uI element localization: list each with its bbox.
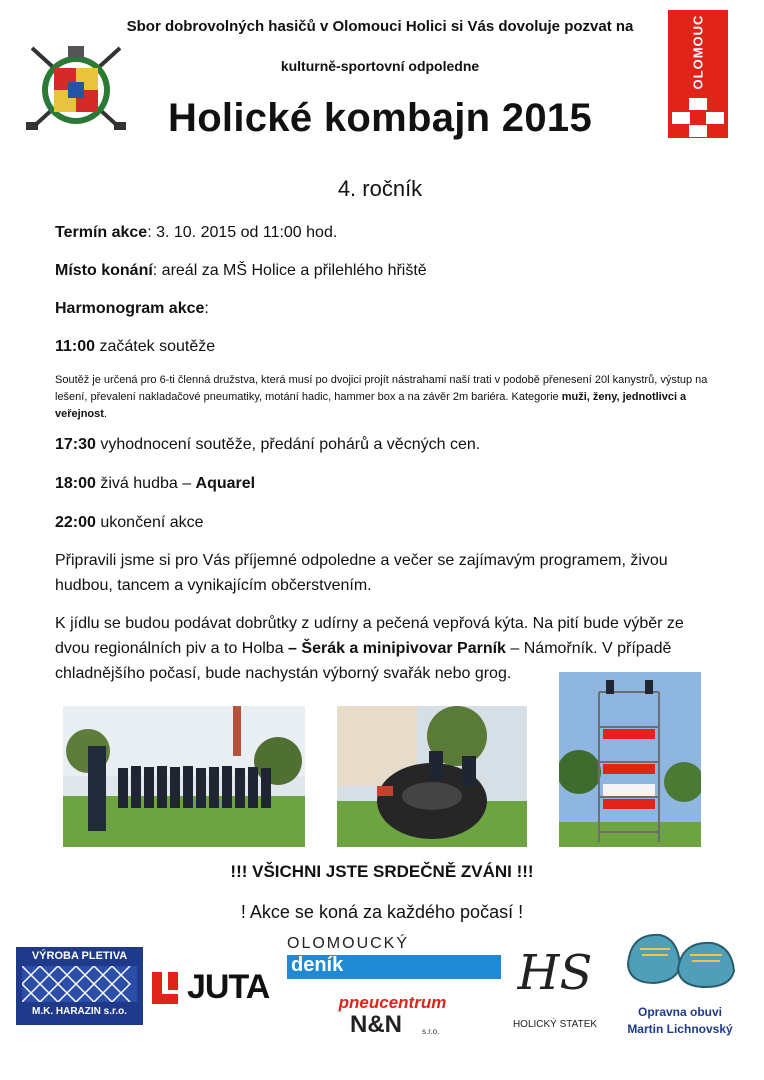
shoes-icon [620,925,740,995]
sponsor-vyroba-pletiva: VÝROBA PLETIVA M.K. HARAZIN s.r.o. [16,947,143,1025]
band-name: Aquarel [195,475,256,492]
event-edition: 4. ročník [337,176,423,201]
schedule-text: živá hudba – [95,475,196,492]
categories: muži, ženy, jednotlivci a veřejnost [55,391,687,420]
olomouc-logo [668,10,728,138]
schedule-time: 17:30 [55,436,96,453]
sponsor-juta: JUTA [152,970,277,1006]
date-label: Termín akce [55,224,148,241]
schedule-time: 22:00 [55,514,96,531]
place-label: Místo konání [55,262,153,279]
olomouc-label: OLOMOUC [690,14,706,90]
schedule-text: začátek soutěže [95,338,216,355]
event-date-line [55,222,725,244]
schedule-text: ukončení akce [95,514,204,531]
welcome-line: !!! VŠICHNI JSTE SRDEČNĚ ZVÁNI !!! [230,862,534,881]
place-value: : areál za MŠ Holice a přilehlého hřiště [152,262,427,279]
sponsor-holicky-statek: HS HOLICKÝ STATEK [510,945,600,1037]
event-title: Holické kombajn 2015 [168,96,592,140]
schedule-text: vyhodnocení soutěže, předání pohárů a věcných cen. [95,436,481,453]
mesh-icon [22,966,137,1002]
schedule-time: 11:00 [55,338,96,355]
event-place-line [55,260,725,282]
schedule-heading: Harmonogram akce: [55,300,209,317]
juta-mark-icon [152,972,182,1004]
checker-icon [668,98,728,138]
photo-scaffold-tower [559,672,701,847]
schedule-item [55,473,725,495]
program-paragraph: Připravili jsme si pro Vás příjemné odpoledne a večer se zajímavým programem, živou hudbou, tancem a vynikajícím občerstvením. [55,552,668,594]
schedule-label: Harmonogram akce [55,300,205,317]
schedule-item [55,434,725,456]
schedule-item [55,336,725,358]
intro-line-1: Sbor dobrovolných hasičů v Olomouci Holici si Vás dovoluje pozvat na [126,18,634,35]
photo-tire-flip [337,706,527,847]
sponsor-olomoucky-denik: OLOMOUCKÝ deník [287,935,501,981]
hs-monogram: HS [517,945,593,1001]
weather-line: ! Akce se koná za každého počasí ! [240,902,524,922]
intro-line-2: kulturně-sportovní odpoledne [280,58,480,74]
sponsor-pneucentrum: pneucentrum N&N s.r.o. [338,993,447,1038]
photo-team-lineup [63,706,305,847]
sponsor-opravna-obuvi: Opravna obuvi Martin Lichnovský [616,925,744,1047]
competition-note: Soutěž je určená pro 6-ti členná družstva, která musí po dvojici projít nástrahami naší trati v podobě přenesení 20l kanystrů, výstup na lešení, převalení nakladačové pneumatiky, motání hadic, hammer box a na závěr 2m bariéra. Kategorie muži, ženy, jednotlivci a veřejnost. [55,374,708,420]
schedule-time: 18:00 [55,475,96,492]
schedule-item [55,512,725,534]
food-paragraph: K jídlu se budou podávat dobrůtky z udírny a pečená vepřová kýta. Na pití bude výběr ze dvou regionálních piv a to Holba – Šerák a minipivovar Parník – Námořník. V případě chladnějšího počasí, bude nachystán výborný svařák nebo grog. [55,615,684,682]
date-value: : 3. 10. 2015 od 11:00 hod. [147,224,338,241]
